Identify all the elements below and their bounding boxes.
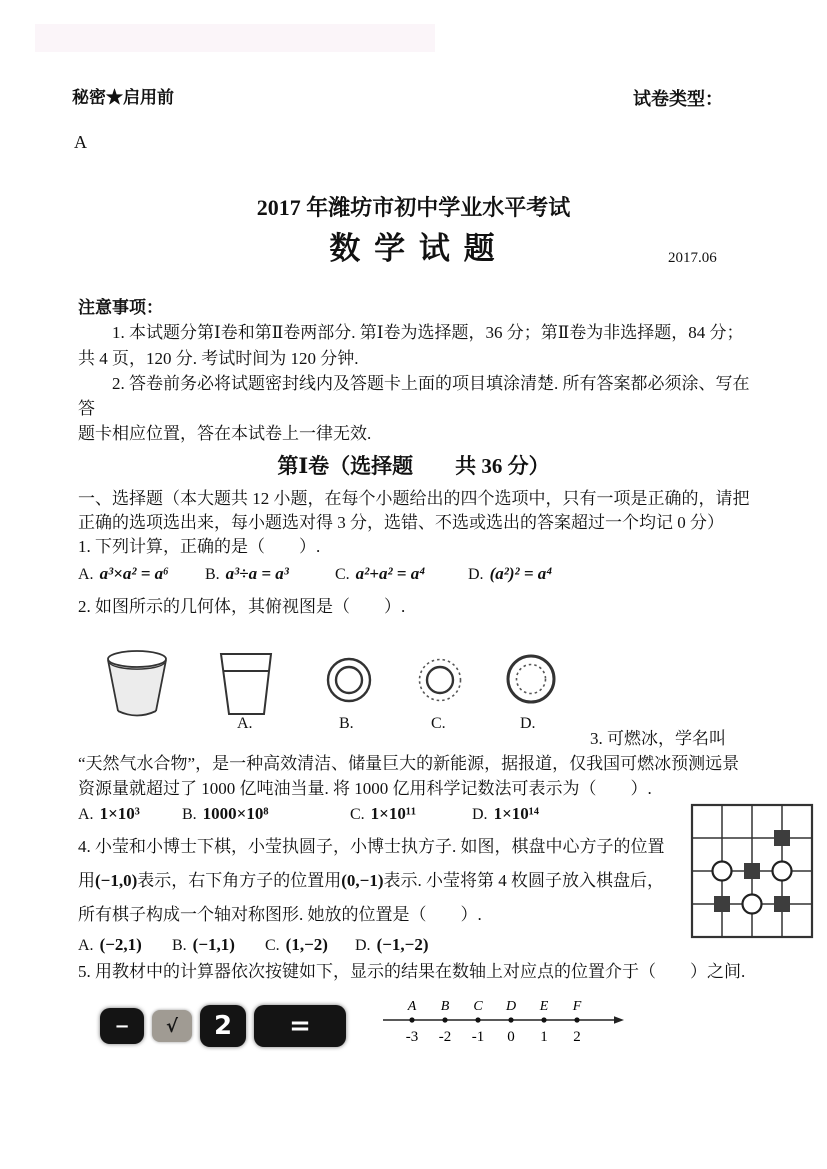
option-formula: a²+a² = a⁴: [355, 564, 426, 583]
q3-option-c: [350, 804, 416, 824]
option-formula: a³×a² = a⁶: [99, 564, 170, 583]
q1-stem: 1. 下列计算，正确的是（ ）.: [78, 537, 321, 556]
option-formula: 1×10¹¹: [370, 804, 417, 823]
option-label: A.: [78, 566, 94, 583]
key-glyph: 2: [213, 1011, 233, 1041]
option-label: C.: [350, 806, 365, 823]
classification-label: 秘密★启用前: [72, 88, 174, 107]
tick-value: -1: [471, 1029, 485, 1045]
point-label: D: [505, 999, 517, 1014]
point-label: E: [539, 999, 549, 1014]
point-label: A: [407, 999, 417, 1014]
circle-piece: [713, 862, 732, 881]
option-formula: 1×10¹⁴: [493, 804, 539, 823]
point-label: F: [572, 999, 582, 1014]
square-piece: [774, 830, 790, 846]
option-formula: 1×10³: [99, 804, 140, 823]
q4-option-b: [172, 935, 235, 955]
notes-line: 共 4 页，120 分. 考试时间为 120 分钟.: [78, 349, 359, 368]
option-label: A.: [78, 937, 94, 954]
paper-type-label: 试卷类型：: [633, 89, 723, 109]
option-d-circles-figure: [505, 654, 557, 706]
figure-label-b: B.: [339, 715, 354, 732]
option-label: D.: [472, 806, 488, 823]
q4-stem-line3: 所有棋子构成一个轴对称图形. 她放的位置是（ ）.: [78, 905, 482, 924]
arrowhead: [614, 1016, 624, 1024]
exam-date: 2017.06: [668, 250, 717, 266]
option-c-circles-figure: [417, 658, 463, 704]
number-line-figure: [383, 996, 633, 1050]
q4-text: 用: [78, 871, 95, 890]
square-piece: [714, 896, 730, 912]
q5-stem: 5. 用教材中的计算器依次按键如下，显示的结果在数轴上对应点的位置介于（ ）之间.: [78, 962, 746, 981]
q4-option-d: [355, 935, 429, 955]
notes-line: 2. 答卷前务必将试题密封线内及答题卡上面的项目填涂清楚. 所有答案都必须涂、写在: [112, 374, 750, 393]
coordinate: (0,−1): [341, 871, 384, 890]
key-glyph: =: [289, 1011, 311, 1041]
point-label: B: [440, 999, 450, 1014]
option-formula: (−1,1): [192, 935, 235, 954]
q3-stem-line2: “天然气水合物”，是一种高效清洁、储量巨大的新能源，据报道，仅我国可燃冰预测远景: [78, 754, 740, 773]
square-piece: [744, 863, 760, 879]
calculator-digit-2-key: [200, 1005, 246, 1047]
q4-stem-line2: [78, 870, 664, 892]
scan-artifact-box: [35, 24, 435, 52]
key-glyph: −: [114, 1015, 130, 1037]
option-label: D.: [355, 937, 371, 954]
coordinate: (−1,0): [95, 871, 138, 890]
option-b-circles-figure: [325, 657, 373, 705]
option-label: A.: [78, 806, 94, 823]
tick-value: 2: [573, 1029, 581, 1045]
square-piece: [774, 896, 790, 912]
circle-piece: [773, 862, 792, 881]
q1-option-d: [468, 564, 552, 584]
calculator-negative-key: [100, 1008, 144, 1044]
figure-label-d: D.: [520, 715, 536, 732]
option-label: C.: [335, 566, 350, 583]
q4-text: 表示. 小莹将第 4 枚圆子放入棋盘后，: [383, 871, 665, 890]
q2-stem: 2. 如图所示的几何体，其俯视图是（ ）.: [78, 597, 406, 616]
q1-option-a: [78, 564, 169, 584]
section1-instructions: 一、选择题（本大题共 12 小题，在每个小题给出的四个选项中，只有一项是正确的，请把: [78, 489, 750, 508]
exam-title: 2017 年潍坊市初中学业水平考试: [256, 195, 571, 220]
tick-value: -2: [438, 1029, 452, 1045]
tick-value: 0: [507, 1029, 515, 1045]
q1-option-b: [205, 564, 289, 584]
q3-option-a: [78, 804, 140, 824]
option-label: B.: [182, 806, 197, 823]
paper-type-value: A: [74, 132, 87, 152]
figure-label-a: A.: [237, 715, 253, 732]
option-formula: 1000×10⁸: [202, 804, 269, 823]
q3-stem-line1: 3. 可燃冰，学名叫: [590, 729, 726, 748]
notes-line: 答: [78, 399, 95, 418]
option-formula: (−2,1): [99, 935, 142, 954]
calculator-sqrt-key: [152, 1010, 192, 1042]
option-formula: (−1,−2): [376, 935, 429, 954]
key-glyph: √: [165, 1015, 178, 1037]
q3-stem-line3: 资源量就超过了 1000 亿吨油当量. 将 1000 亿用科学记数法可表示为（ ）.: [78, 779, 652, 798]
option-a-trapezoid-figure: [219, 652, 273, 716]
q3-option-d: [472, 804, 539, 824]
circle-piece: [743, 895, 762, 914]
notes-heading: 注意事项：: [78, 298, 163, 317]
q4-stem-line1: 4. 小莹和小博士下棋，小莹执圆子，小博士执方子. 如图，棋盘中心方子的位置: [78, 837, 665, 856]
option-label: D.: [468, 566, 484, 583]
notes-line: 1. 本试题分第Ⅰ卷和第Ⅱ卷两部分. 第Ⅰ卷为选择题，36 分；第Ⅱ卷为非选择题，84 分；: [112, 323, 744, 342]
chessboard-figure: [687, 800, 824, 943]
tick-value: 1: [540, 1029, 548, 1045]
option-formula: a³÷a = a³: [225, 564, 289, 583]
q4-text: 表示，右下角方子的位置用: [137, 871, 342, 890]
option-formula: (a²)² = a⁴: [489, 564, 553, 583]
q4-option-c: [265, 935, 328, 955]
point-label: C: [473, 999, 483, 1014]
notes-line: 题卡相应位置，答在本试卷上一律无效.: [78, 424, 372, 443]
option-formula: (1,−2): [285, 935, 328, 954]
subject-title: 数 学 试 题: [329, 231, 498, 266]
calculator-equals-key: [254, 1005, 346, 1047]
cup-solid-figure: [105, 648, 169, 722]
option-label: B.: [172, 937, 187, 954]
option-label: B.: [205, 566, 220, 583]
q1-option-c: [335, 564, 425, 584]
q3-option-b: [182, 804, 268, 824]
option-label: C.: [265, 937, 280, 954]
tick-value: -3: [405, 1029, 419, 1045]
section1-instructions: 正确的选项选出来，每小题选对得 3 分，选错、不选或选出的答案超过一个均记 0 分）: [78, 513, 724, 532]
section1-title: 第Ⅰ卷（选择题 共 36 分）: [277, 454, 550, 478]
q4-option-a: [78, 935, 142, 955]
figure-label-c: C.: [431, 715, 446, 732]
